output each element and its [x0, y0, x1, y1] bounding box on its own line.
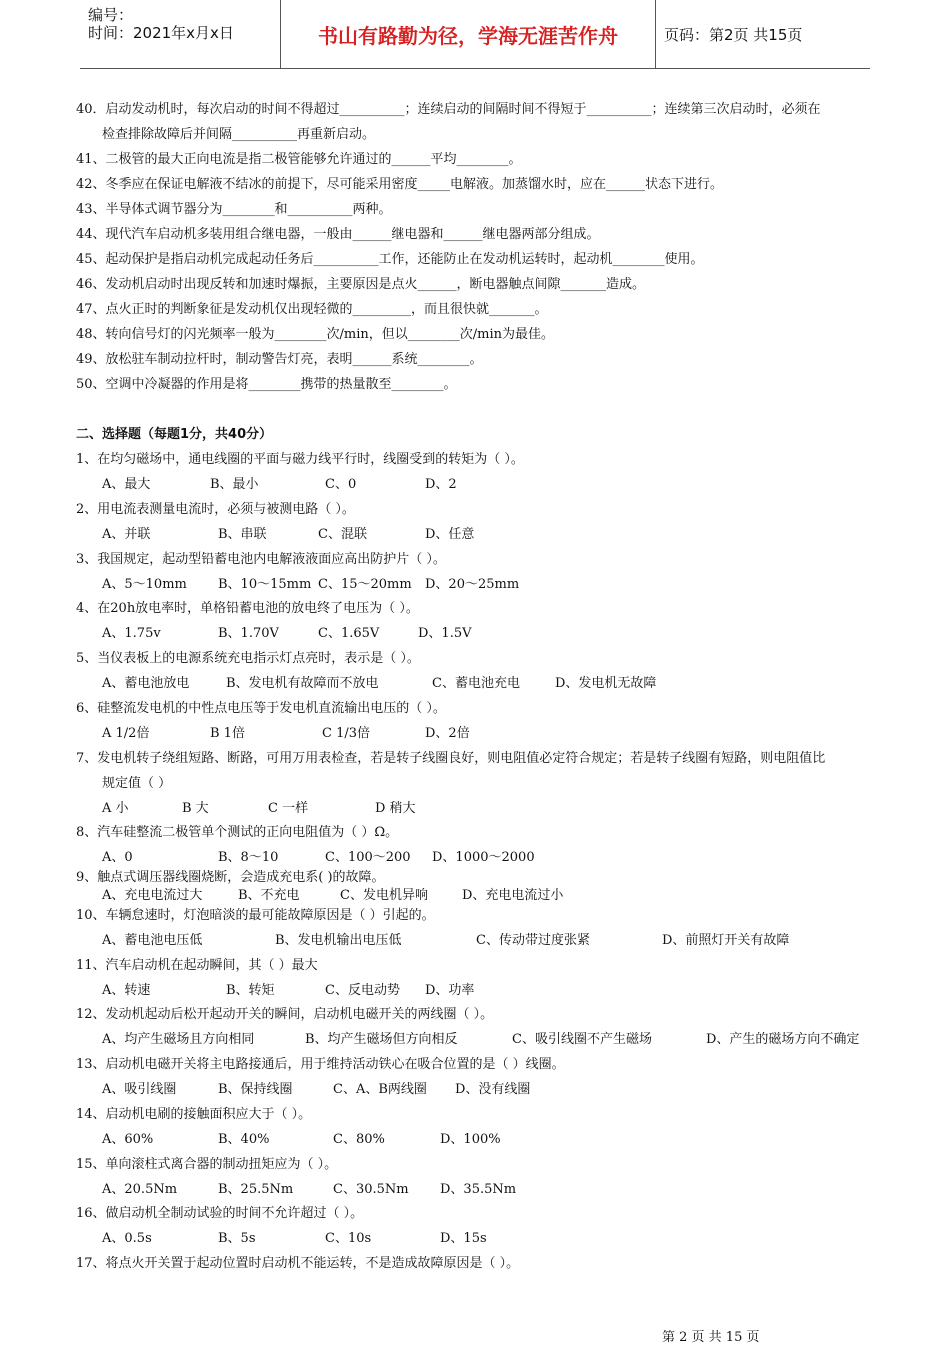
- choice-option: A、蓄电池电压低: [102, 933, 203, 948]
- choice-question-cont: 规定值（ ）: [102, 776, 172, 791]
- fill-question: 42、冬季应在保证电解液不结冰的前提下，尽可能采用密度_____电解液。加蒸馏水时，应在______状态下进行。: [76, 177, 724, 192]
- choice-option: C、100～200: [325, 850, 411, 865]
- choice-option: D、任意: [425, 527, 475, 542]
- choice-option: A、均产生磁场且方向相同: [102, 1032, 255, 1047]
- page-header: [80, 0, 870, 69]
- choice-option: D、2: [425, 477, 457, 492]
- choice-option: B、串联: [218, 527, 267, 542]
- choice-question: 12、发动机起动后松开起动开关的瞬间，启动机电磁开关的两线圈（ ）。: [76, 1007, 494, 1022]
- choice-option: C 1/3倍: [322, 726, 371, 741]
- choice-option: A、并联: [102, 527, 151, 542]
- choice-option: D、发电机无故障: [555, 676, 657, 691]
- choice-question: 10、车辆怠速时，灯泡暗淡的最可能故障原因是（ ）引起的。: [76, 908, 435, 923]
- choice-option: B、均产生磁场但方向相反: [305, 1032, 458, 1047]
- choice-option: C、10s: [325, 1231, 372, 1246]
- choice-option: C、发电机异响: [340, 888, 428, 903]
- choice-option: D、产生的磁场方向不确定: [706, 1032, 860, 1047]
- choice-option: B、8～10: [218, 850, 279, 865]
- choice-option: D、功率: [425, 983, 475, 998]
- fill-question: 40．启动发动机时，每次启动的时间不得超过__________；连续启动的间隔时间不得短于__________；连续第三次启动时，必须在: [76, 102, 821, 117]
- fill-question: 47、点火正时的判断象征是发动机仅出现轻微的_________，而且很快就_______。: [76, 302, 548, 317]
- choice-option: B 1倍: [210, 726, 245, 741]
- choice-option: B、25.5Nm: [218, 1182, 294, 1197]
- time-label: 时间：2021年x月x日: [88, 24, 234, 42]
- choice-option: C、混联: [318, 527, 367, 542]
- choice-option: C、80%: [333, 1132, 385, 1147]
- fill-question: 45、起动保护是指启动机完成起动任务后__________工作，还能防止在发动机运转时，起动机________使用。: [76, 252, 704, 267]
- choice-question: 8、汽车硅整流二极管单个测试的正向电阻值为（ ）Ω。: [76, 825, 399, 840]
- choice-option: C、A、B两线圈: [333, 1082, 427, 1097]
- choice-question: 13、启动机电磁开关将主电路接通后，用于维持活动铁心在吸合位置的是（ ）线圈。: [76, 1057, 565, 1072]
- choice-option: B、发电机有故障而不放电: [226, 676, 379, 691]
- page-footer: 第 2 页 共 15 页: [662, 1330, 760, 1345]
- choice-option: C、30.5Nm: [333, 1182, 409, 1197]
- choice-option: A、0.5s: [102, 1231, 152, 1246]
- motto: 书山有路勤为径，学海无涯苦作舟: [280, 0, 656, 68]
- choice-option: A、1.75v: [102, 626, 161, 641]
- choice-option: B、最小: [210, 477, 259, 492]
- choice-option: A 小: [102, 801, 129, 816]
- choice-option: D、没有线圈: [455, 1082, 531, 1097]
- choice-option: B、10～15mm: [218, 577, 312, 592]
- choice-question: 9、触点式调压器线圈烧断，会造成充电系( )的故障。: [76, 870, 385, 885]
- fill-question: 43、半导体式调节器分为________和__________两种。: [76, 202, 392, 217]
- header-info: [80, 0, 280, 68]
- choice-option: B、40%: [218, 1132, 270, 1147]
- choice-question: 5、当仪表板上的电源系统充电指示灯点亮时，表示是（ ）。: [76, 651, 420, 666]
- choice-option: C、吸引线圈不产生磁场: [512, 1032, 652, 1047]
- choice-option: D、充电电流过小: [462, 888, 564, 903]
- choice-option: A、转速: [102, 983, 151, 998]
- fill-question: 41、二极管的最大正向电流是指二极管能够允许通过的______平均________。: [76, 152, 522, 167]
- choice-option: D、1.5V: [418, 626, 472, 641]
- choice-option: A 1/2倍: [102, 726, 150, 741]
- choice-option: B、1.70V: [218, 626, 279, 641]
- fill-question: 48、转向信号灯的闪光频率一般为________次/min，但以________次/min为最佳。: [76, 327, 555, 342]
- choice-option: C、1.65V: [318, 626, 380, 641]
- choice-option: A、5～10mm: [102, 577, 187, 592]
- choice-question: 15、单向滚柱式离合器的制动扭矩应为（ ）。: [76, 1157, 338, 1172]
- choice-option: B 大: [182, 801, 209, 816]
- choice-question: 7、发电机转子绕组短路、断路，可用万用表检查，若是转子线圈良好，则电阻值必定符合规定；若是转子线圈有短路，则电阻值比: [76, 751, 826, 766]
- fill-question: 49、放松驻车制动拉杆时，制动警告灯亮，表明______系统________。: [76, 352, 483, 367]
- choice-option: B、5s: [218, 1231, 256, 1246]
- choice-option: A、0: [102, 850, 133, 865]
- choice-option: B、保持线圈: [218, 1082, 293, 1097]
- choice-option: D、1000～2000: [432, 850, 535, 865]
- choice-option: C、传动带过度张紧: [476, 933, 590, 948]
- choice-option: A、60%: [102, 1132, 154, 1147]
- choice-option: D、15s: [440, 1231, 487, 1246]
- choice-option: C、蓄电池充电: [432, 676, 520, 691]
- section-title: 二、选择题（每题1分，共40分）: [76, 427, 273, 442]
- choice-option: D、100%: [440, 1132, 501, 1147]
- choice-option: D、2倍: [425, 726, 470, 741]
- choice-question: 6、硅整流发电机的中性点电压等于发电机直流输出电压的（ ）。: [76, 701, 446, 716]
- fill-question: 46、发动机启动时出现反转和加速时爆振，主要原因是点火______，断电器触点间隙_______造成。: [76, 277, 646, 292]
- choice-option: A、最大: [102, 477, 151, 492]
- choice-question: 3、我国规定，起动型铅蓄电池内电解液液面应高出防护片（ ）。: [76, 552, 446, 567]
- choice-option: C、15～20mm: [318, 577, 412, 592]
- choice-option: A、充电电流过大: [102, 888, 203, 903]
- choice-question: 2、用电流表测量电流时，必须与被测电路（ ）。: [76, 502, 355, 517]
- choice-question: 1、在均匀磁场中，通电线圈的平面与磁力线平行时，线圈受到的转矩为（ ）。: [76, 452, 524, 467]
- choice-option: B、转矩: [226, 983, 275, 998]
- fill-question: 44、现代汽车启动机多装用组合继电器，一般由______继电器和______继电器两部分组成。: [76, 227, 600, 242]
- number-label: 编号：: [88, 6, 134, 24]
- fill-question: 50、空调中冷凝器的作用是将________携带的热量散至________。: [76, 377, 457, 392]
- choice-question: 16、做启动机全制动试验的时间不允许超过（ ）。: [76, 1206, 364, 1221]
- choice-option: B、不充电: [238, 888, 300, 903]
- choice-option: A、20.5Nm: [102, 1182, 178, 1197]
- choice-option: B、发电机输出电压低: [275, 933, 402, 948]
- choice-option: C 一样: [268, 801, 309, 816]
- choice-question: 17、将点火开关置于起动位置时启动机不能运转，不是造成故障原因是（ ）。: [76, 1256, 520, 1271]
- choice-option: D、20～25mm: [425, 577, 520, 592]
- choice-option: D、前照灯开关有故障: [662, 933, 790, 948]
- page-indicator: 页码：第2页 共15页: [664, 25, 803, 44]
- choice-option: D、35.5Nm: [440, 1182, 517, 1197]
- choice-option: C、0: [325, 477, 357, 492]
- choice-question: 14、启动机电刷的接触面积应大于（ ）。: [76, 1107, 312, 1122]
- choice-option: D 稍大: [375, 801, 416, 816]
- fill-question: 检查排除故障后并间隔__________再重新启动。: [102, 127, 376, 142]
- choice-option: C、反电动势: [325, 983, 400, 998]
- choice-question: 4、在20h放电率时，单格铅蓄电池的放电终了电压为（ ）。: [76, 601, 419, 616]
- choice-question: 11、汽车启动机在起动瞬间，其（ ）最大: [76, 958, 318, 973]
- choice-option: A、吸引线圈: [102, 1082, 177, 1097]
- choice-option: A、蓄电池放电: [102, 676, 190, 691]
